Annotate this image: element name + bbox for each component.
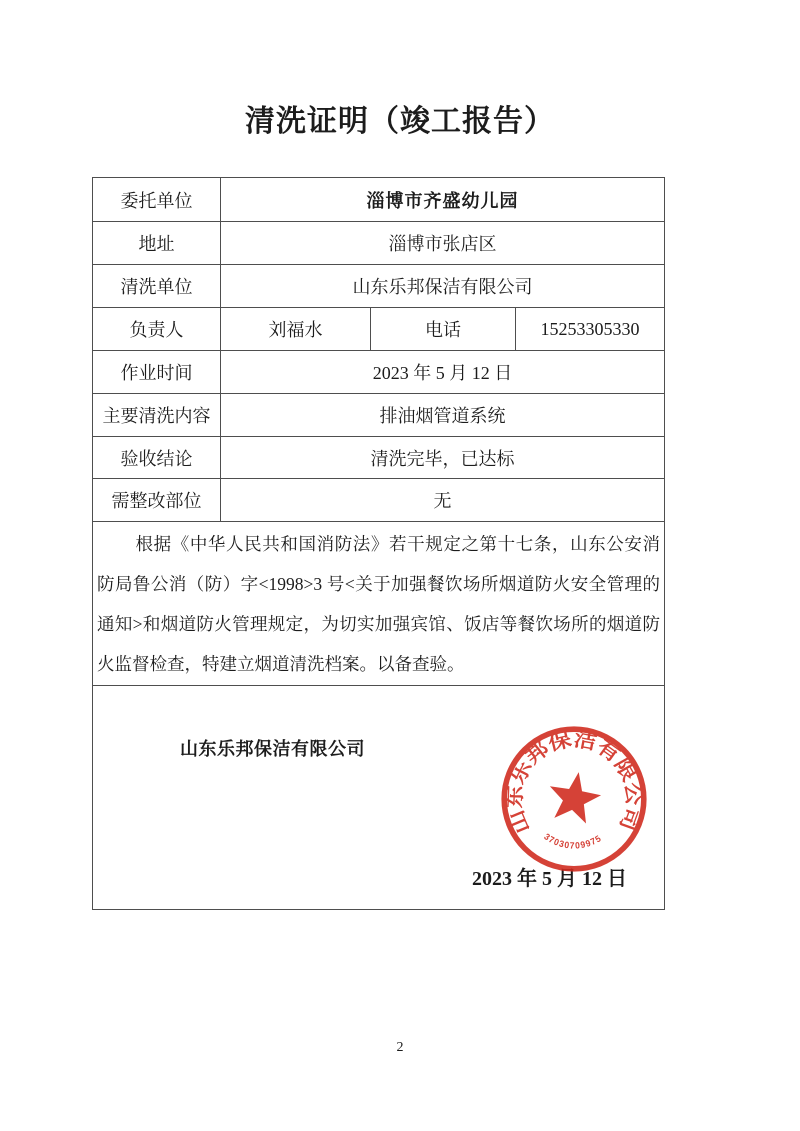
rectify-label: 需整改部位 bbox=[93, 479, 221, 522]
table-row-cleaning-company bbox=[93, 265, 665, 308]
contact-label: 负责人 bbox=[93, 308, 221, 351]
signature-date: 2023 年 5 月 12 日 bbox=[472, 868, 627, 890]
table-row-contact bbox=[93, 308, 665, 351]
notice-cell bbox=[93, 522, 665, 686]
address-label: 地址 bbox=[93, 222, 221, 265]
conclusion-label: 验收结论 bbox=[93, 437, 221, 479]
work-date-label: 作业时间 bbox=[93, 351, 221, 394]
content-label: 主要清洗内容 bbox=[93, 394, 221, 437]
rectify-value: 无 bbox=[221, 479, 665, 522]
seal-graphic bbox=[502, 726, 645, 868]
page-number: 2 bbox=[396, 1040, 404, 1055]
work-date-value: 2023 年 5 月 12 日 bbox=[221, 351, 665, 394]
table-row-conclusion bbox=[93, 437, 665, 479]
regulation-notice: 根据《中华人民共和国消防法》若干规定之第十七条，山东公安消防局鲁公消（防）字<1998>3 号<关于加强餐饮场所烟道防火安全管理的通知>和烟道防火管理规定，为切实加强宾馆、饭店等餐饮场所的烟道防火监督检查，特建立烟道清洗档案。以备查验。 bbox=[97, 533, 661, 674]
signature-company: 山东乐邦保洁有限公司 bbox=[180, 739, 365, 759]
phone-label: 电话 bbox=[371, 308, 516, 351]
table-row-content bbox=[93, 394, 665, 437]
seal-serial-text: 37030709975 bbox=[542, 831, 604, 851]
seal-star-icon bbox=[545, 768, 605, 826]
phone-value: 15253305330 bbox=[516, 308, 665, 351]
seal-company-text: 山东乐邦保洁有限公司 bbox=[504, 728, 645, 837]
svg-text:37030709975 bbox=[542, 831, 603, 850]
table-row-rectify bbox=[93, 479, 665, 522]
client-label: 委托单位 bbox=[93, 178, 221, 222]
table-row-work-date bbox=[93, 351, 665, 394]
client-value: 淄博市齐盛幼儿园 bbox=[221, 178, 665, 222]
document-title: 清洗证明（竣工报告） bbox=[245, 105, 555, 138]
company-seal-stamp bbox=[488, 720, 660, 882]
cleaning-company-label: 清洗单位 bbox=[93, 265, 221, 308]
table-row-client bbox=[93, 178, 665, 222]
content-value: 排油烟管道系统 bbox=[221, 394, 665, 437]
table-row-address bbox=[93, 222, 665, 265]
contact-name: 刘福水 bbox=[221, 308, 371, 351]
table-row-notice bbox=[93, 522, 665, 686]
address-value: 淄博市张店区 bbox=[221, 222, 665, 265]
cleaning-company-value: 山东乐邦保洁有限公司 bbox=[221, 265, 665, 308]
conclusion-value: 清洗完毕，已达标 bbox=[221, 437, 665, 479]
